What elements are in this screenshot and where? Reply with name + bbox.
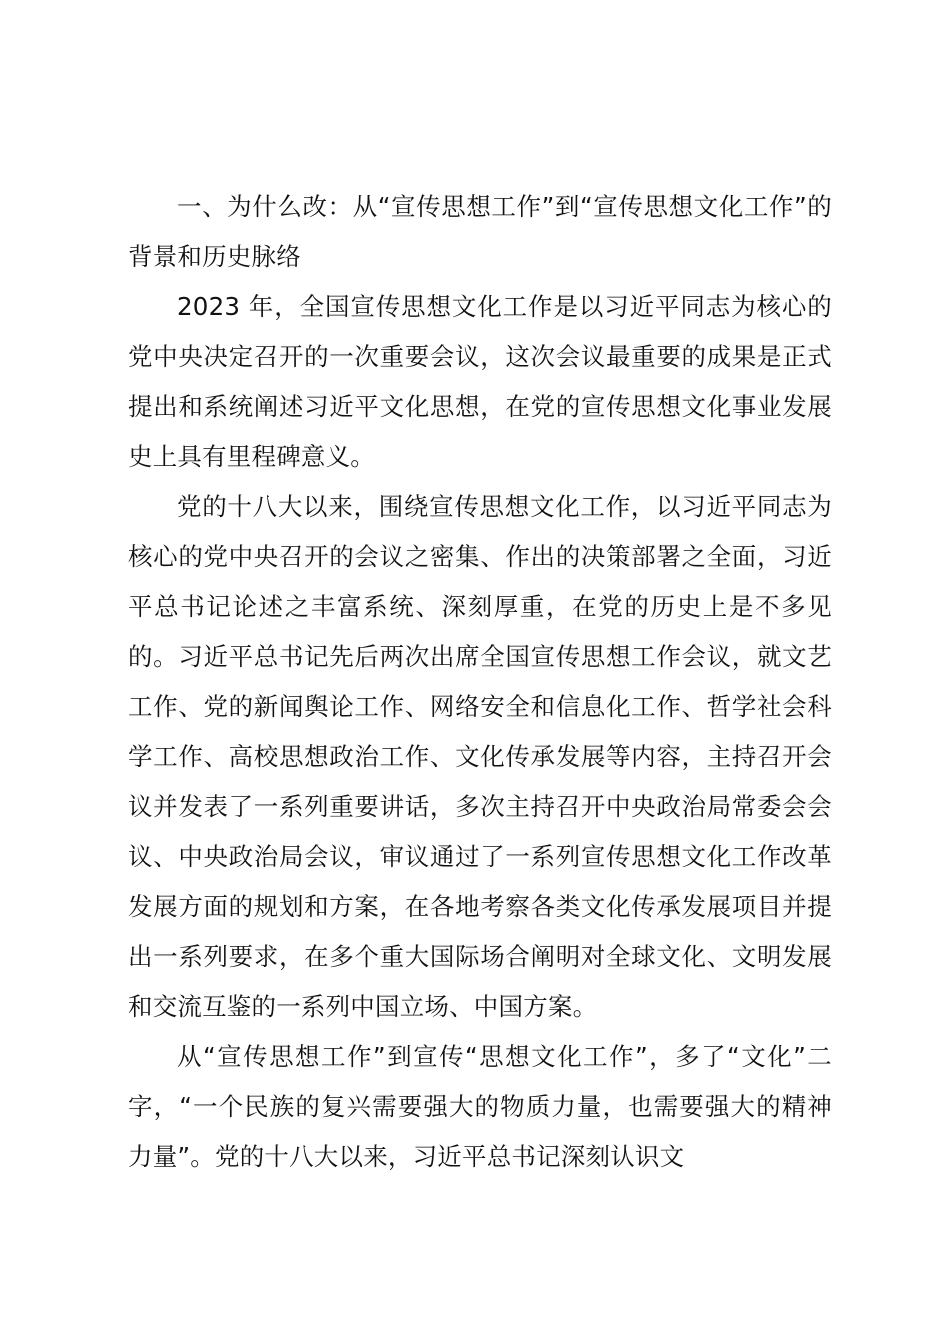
paragraph-2: 党的十八大以来，围绕宣传思想文化工作，以习近平同志为核心的党中央召开的会议之密集、作出的决策部署之全面，习近平总书记论述之丰富系统、深刻厚重，在党的历史上是不多见的。习近平总书记先后两次出席全国宣传思想工作会议，就文艺工作、党的新闻舆论工作、网络安全和信息化工作、哲学社会科学工作、高校思想政治工作、文化传承发展等内容，主持召开会议并发表了一系列重要讲话，多次主持召开中央政治局常委会会议、中央政治局会议，审议通过了一系列宣传思想文化工作改革发展方面的规划和方案，在各地考察各类文化传承发展项目并提出一系列要求，在多个重大国际场合阐明对全球文化、文明发展和交流互鉴的一系列中国立场、中国方案。 — [128, 492, 832, 1021]
paragraph-1: 2023 年，全国宣传思想文化工作是以习近平同志为核心的党中央决定召开的一次重要会议，这次会议最重要的成果是正式提出和系统阐述习近平文化思想，在党的宣传思想文化事业发展史上具有里程碑意义。 — [128, 292, 832, 471]
document-page — [128, 182, 832, 1182]
section-heading: 一、为什么改：从“宣传思想工作”到“宣传思想文化工作”的背景和历史脉络 — [128, 192, 832, 271]
paragraph-3: 从“宣传思想工作”到宣传“思想文化工作”，多了“文化”二字，“一个民族的复兴需要强大的物质力量，也需要强大的精神力量”。党的十八大以来，习近平总书记深刻认识文 — [128, 1042, 832, 1171]
